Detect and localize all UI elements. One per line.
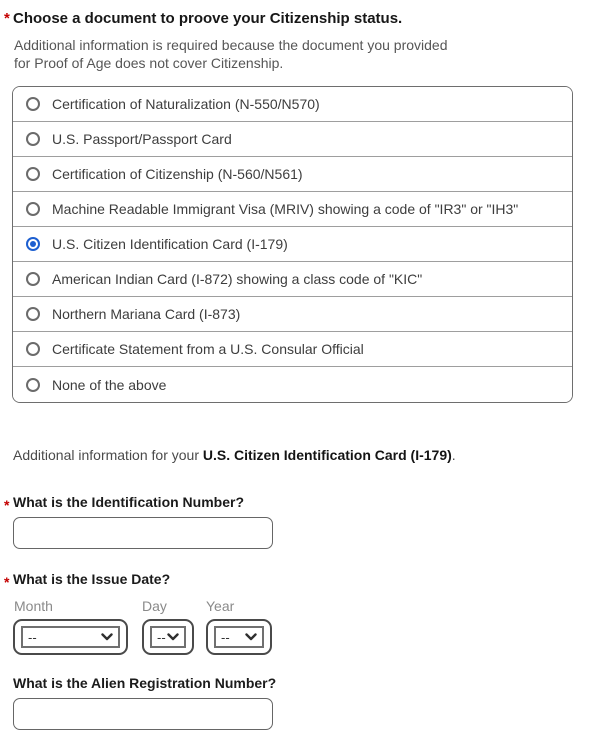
document-options-list: [12, 86, 573, 403]
option-american-indian-card[interactable]: [13, 262, 572, 297]
alien-registration-input[interactable]: [13, 698, 273, 730]
option-label: Northern Mariana Card (I-873): [52, 306, 241, 322]
identification-number-input[interactable]: [13, 517, 273, 549]
issue-date-label: What is the Issue Date?: [13, 571, 171, 587]
day-select[interactable]: [142, 619, 194, 655]
radio-button[interactable]: [26, 167, 40, 181]
year-select[interactable]: [206, 619, 272, 655]
required-asterisk: *: [4, 10, 10, 27]
alien-registration-label: What is the Alien Registration Number?: [13, 675, 277, 691]
option-label: Certification of Naturalization (N-550/N570): [52, 96, 320, 112]
option-consular-official-statement[interactable]: [13, 332, 572, 367]
issue-date-selects: [13, 619, 616, 655]
year-select-value: --: [221, 629, 230, 645]
day-select-value: --: [157, 629, 166, 645]
year-select-display: [214, 626, 264, 648]
chevron-down-icon: [167, 633, 179, 641]
year-label: Year: [206, 598, 235, 614]
day-label: Day: [142, 598, 167, 614]
month-select-display: [21, 626, 120, 648]
additional-info-suffix: .: [451, 447, 456, 463]
required-asterisk: *: [4, 497, 10, 513]
radio-button[interactable]: [26, 97, 40, 111]
radio-button[interactable]: [26, 378, 40, 392]
radio-button[interactable]: [26, 202, 40, 216]
month-select-value: --: [28, 629, 37, 645]
month-select[interactable]: [13, 619, 128, 655]
page-title: [0, 10, 616, 27]
date-field-labels: [14, 598, 616, 614]
additional-info-prefix: Additional information for your: [13, 447, 203, 463]
additional-info-document-name: U.S. Citizen Identification Card (I-179): [202, 447, 452, 463]
option-label: U.S. Citizen Identification Card (I-179): [52, 236, 288, 252]
option-us-passport[interactable]: [13, 122, 572, 157]
option-northern-mariana-card[interactable]: [13, 297, 572, 332]
chevron-down-icon: [101, 633, 113, 641]
radio-button[interactable]: [26, 132, 40, 146]
radio-button[interactable]: [26, 307, 40, 321]
required-asterisk: *: [4, 574, 10, 590]
option-us-citizen-id-card[interactable]: [13, 227, 572, 262]
option-certification-of-citizenship[interactable]: [13, 157, 572, 192]
option-label: American Indian Card (I-872) showing a class code of "KIC": [52, 271, 423, 287]
subtitle-line-1: Additional information is required because the document you provided: [14, 37, 448, 53]
radio-button[interactable]: [26, 237, 40, 251]
option-label: None of the above: [52, 376, 167, 393]
question-subtitle: [14, 36, 484, 72]
option-mriv[interactable]: [13, 192, 572, 227]
option-label: U.S. Passport/Passport Card: [52, 131, 232, 147]
option-none-of-the-above[interactable]: [13, 367, 572, 402]
alien-registration-question: [0, 675, 616, 691]
subtitle-line-2: for Proof of Age does not cover Citizenship.: [14, 55, 284, 71]
chevron-down-icon: [245, 633, 257, 641]
day-select-display: [150, 626, 186, 648]
option-label: Certificate Statement from a U.S. Consular Official: [52, 341, 364, 357]
issue-date-question: [0, 571, 616, 590]
identification-number-label: What is the Identification Number?: [13, 494, 245, 510]
additional-info-text: [13, 447, 616, 463]
option-label: Machine Readable Immigrant Visa (MRIV) showing a code of "IR3" or "IH3": [52, 201, 519, 217]
identification-number-question: [0, 494, 616, 513]
radio-button[interactable]: [26, 272, 40, 286]
question-title: Choose a document to proove your Citizenship status.: [13, 10, 403, 27]
option-certification-of-naturalization[interactable]: [13, 87, 572, 122]
option-label: Certification of Citizenship (N-560/N561): [52, 166, 303, 182]
month-label: Month: [14, 598, 53, 614]
radio-button[interactable]: [26, 342, 40, 356]
